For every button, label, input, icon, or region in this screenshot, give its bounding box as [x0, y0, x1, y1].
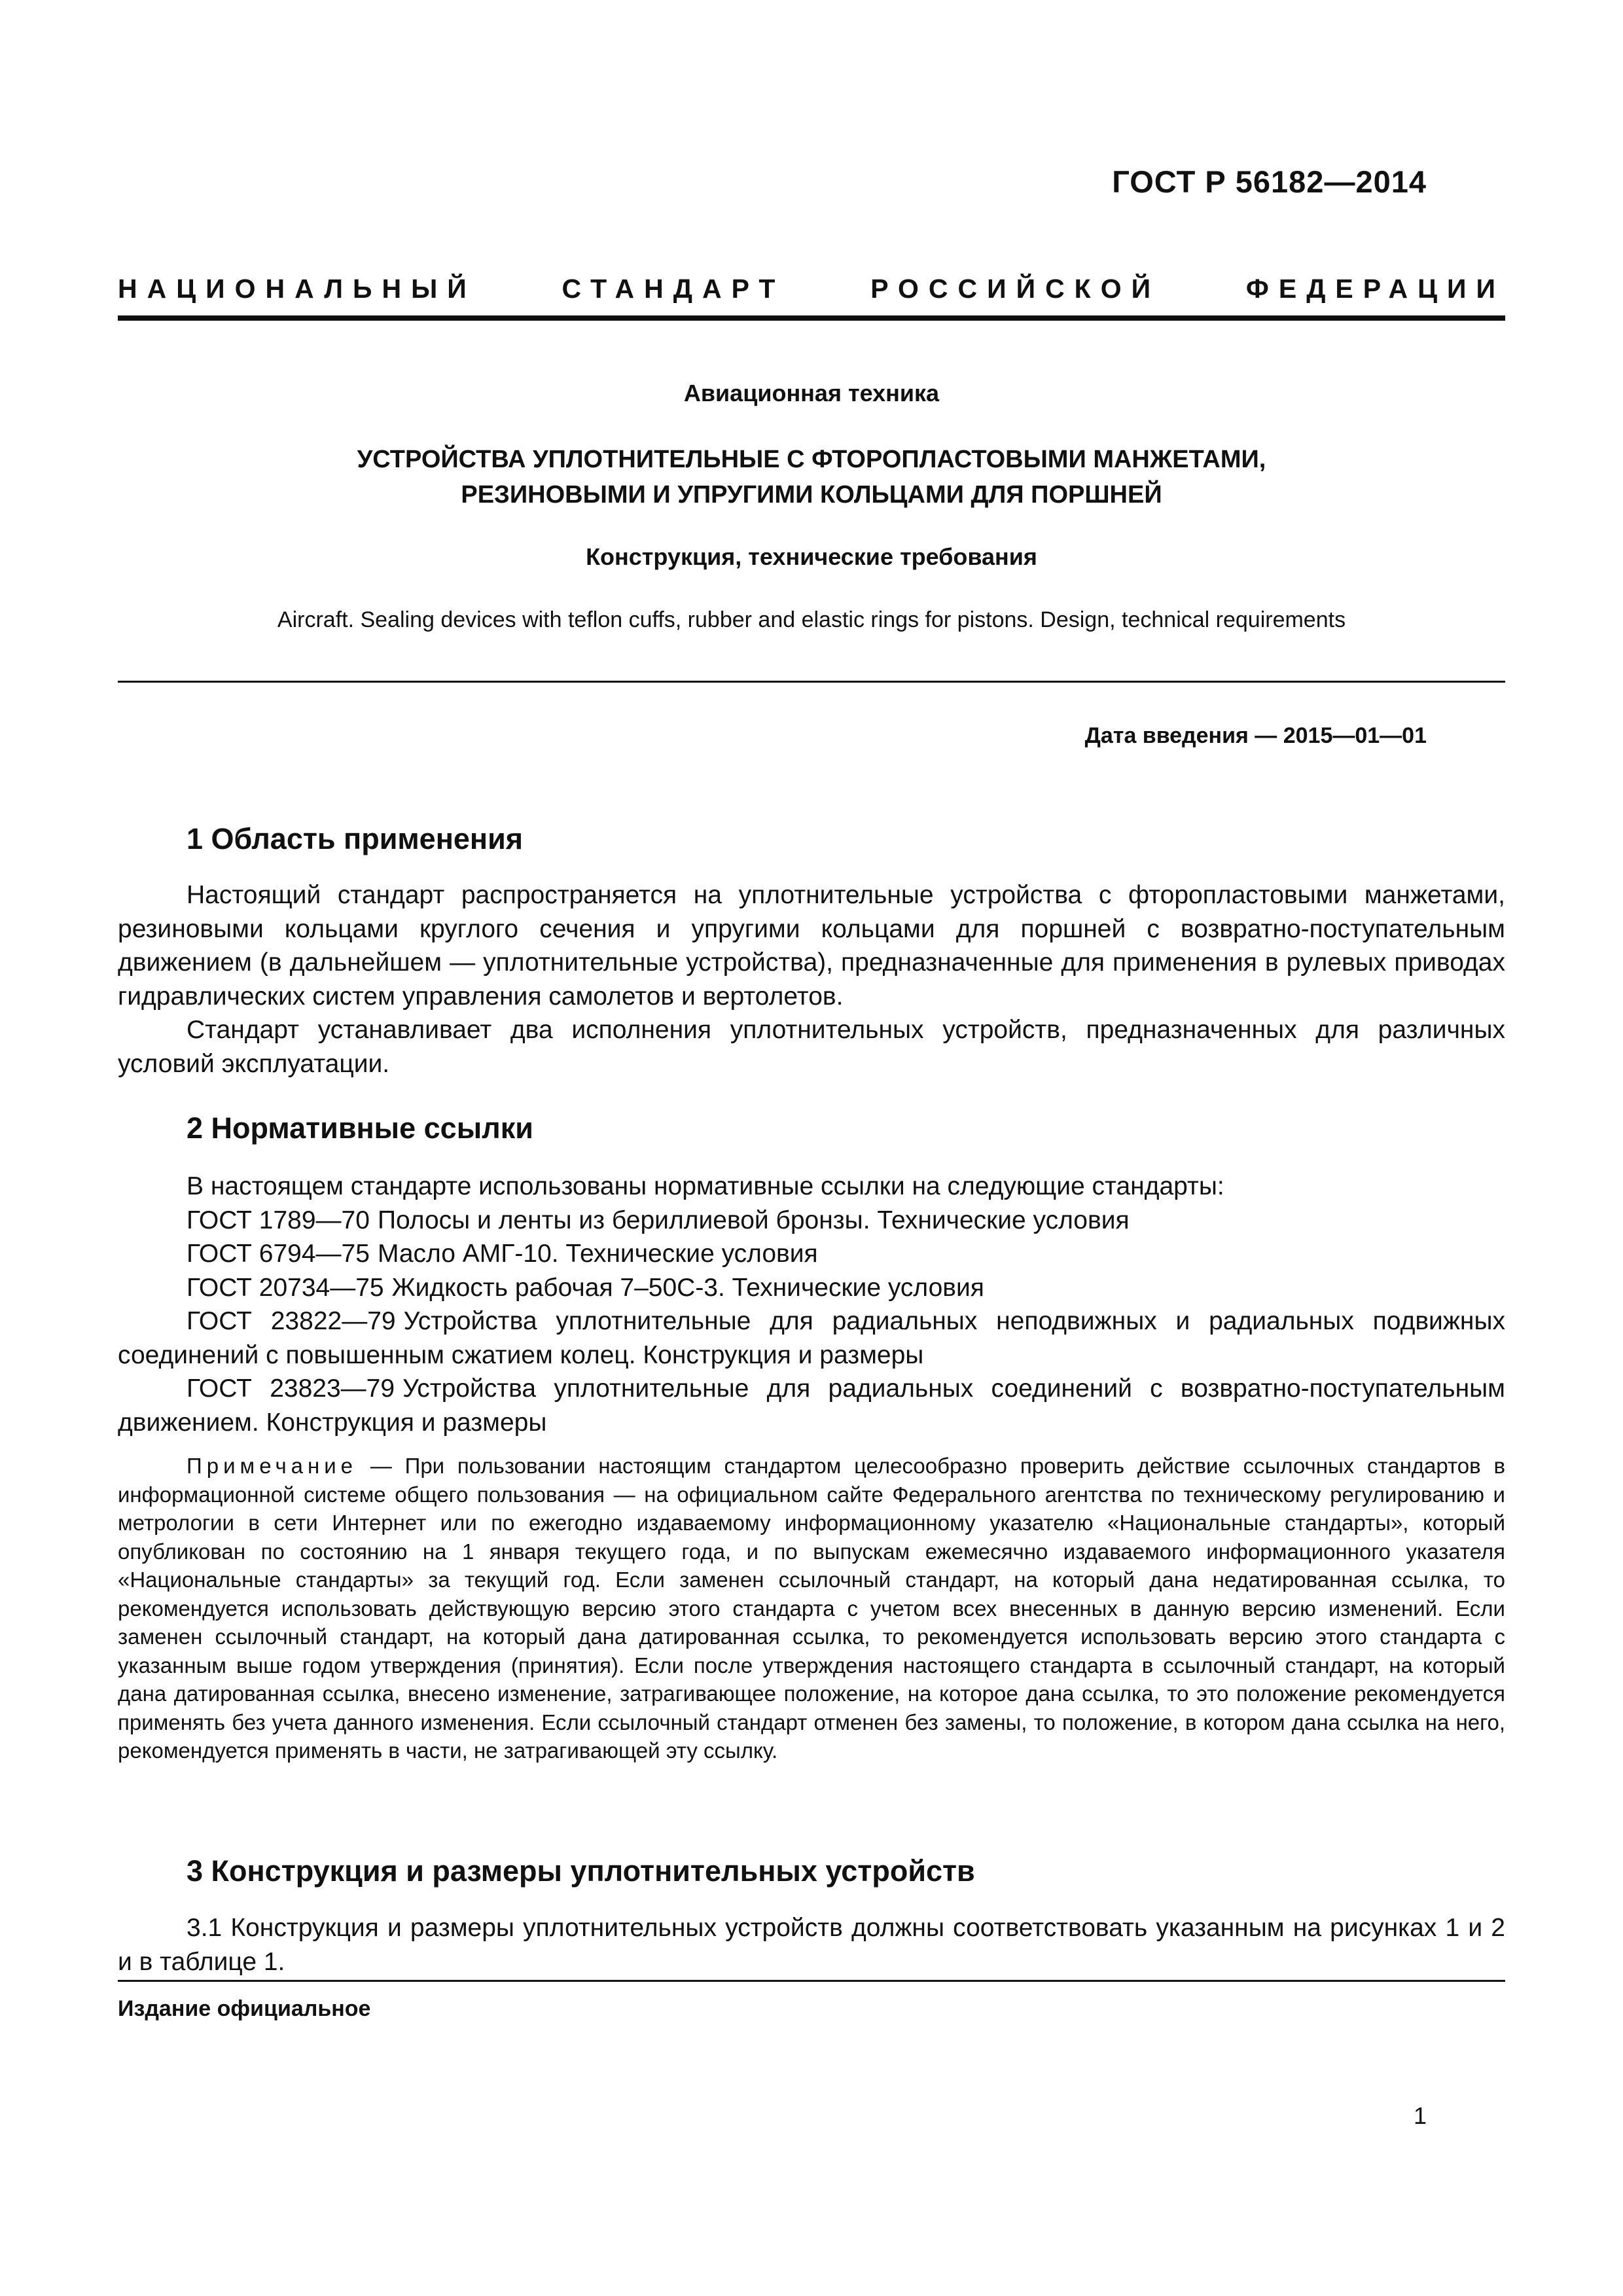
- introduction-date: Дата введения — 2015—01—01: [1084, 723, 1427, 748]
- title-divider: [118, 681, 1505, 683]
- national-standard-banner: НАЦИОНАЛЬНЫЙ СТАНДАРТ РОССИЙСКОЙ ФЕДЕРАЦИИ: [118, 274, 1505, 304]
- reference-text: Масло АМГ-10. Технические условия: [377, 1240, 818, 1268]
- section-3-heading: 3 Конструкция и размеры уплотнительных устройств: [187, 1854, 975, 1888]
- document-number: ГОСТ Р 56182—2014: [1112, 164, 1427, 199]
- document-title-line-1: УСТРОЙСТВА УПЛОТНИТЕЛЬНЫЕ С ФТОРОПЛАСТОВЫМИ МАНЖЕТАМИ,: [357, 446, 1266, 473]
- reference-item: [118, 1204, 1505, 1238]
- section-1-body: [118, 878, 1505, 1081]
- reference-code: ГОСТ 1789—70: [187, 1206, 370, 1234]
- reference-item: [118, 1271, 1505, 1305]
- reference-code: ГОСТ 20734—75: [187, 1273, 384, 1302]
- references-intro: В настоящем стандарте использованы нормативные ссылки на следующие стандарты:: [187, 1172, 1224, 1200]
- reference-code: ГОСТ 6794—75: [187, 1240, 370, 1268]
- english-title: Aircraft. Sealing devices with teflon cuffs, rubber and elastic rings for pistons. Design, technical requirements: [277, 607, 1346, 632]
- reference-item: [118, 1372, 1505, 1439]
- page-number: 1: [1413, 2102, 1427, 2129]
- references-list: [118, 1170, 1505, 1439]
- section-1-heading: 1 Область применения: [187, 822, 524, 855]
- reference-text: Полосы и ленты из бериллиевой бронзы. Технические условия: [377, 1206, 1130, 1234]
- note-block: [118, 1452, 1505, 1765]
- header-divider: [118, 315, 1505, 321]
- document-category: Авиационная техника: [683, 380, 940, 406]
- section-1-paragraph-1: Настоящий стандарт распространяется на уплотнительные устройства с фторопластовыми манжетами, резиновыми кольцами круглого сечения и упругими кольцами для поршней с возвратно-поступательным движением (в дальнейшем — уплотнительные устройства), предназначенные для применения в рулевых приводах гидравлических систем управления самолетов и вертолетов.: [118, 881, 1505, 1011]
- official-edition-label: Издание официальное: [118, 1996, 371, 2021]
- note-paragraph: [118, 1452, 1505, 1765]
- section-2-heading: 2 Нормативные ссылки: [187, 1111, 533, 1145]
- reference-text: Устройства уплотнительные для радиальных соединений с возвратно-поступательным движением. Конструкция и размеры: [118, 1374, 1505, 1437]
- reference-text: Жидкость рабочая 7–50С-3. Технические условия: [391, 1273, 984, 1302]
- reference-code: ГОСТ 23822—79: [187, 1307, 396, 1335]
- footer-divider: [118, 1980, 1505, 1982]
- section-3-body: [118, 1911, 1505, 1979]
- note-text: — При пользовании настоящим стандартом целесообразно проверить действие ссылочных стандартов в информационной системе общего пользования — на официальном сайте Федерального агентства по техническому регулированию и метрологии в сети Интернет или по ежегодно издаваемому информационному указателю «Национальные стандарты», который опубликован по состоянию на 1 января текущего года, и по выпускам ежемесячно издаваемого информационного указателя «Национальные стандарты» за текущий год. Если заменен ссылочный стандарт, на который дана недатированная ссылка, то рекомендуется использовать действующую версию этого стандарта с учетом всех внесенных в данную версию изменений. Если заменен ссылочный стандарт, на который дана датированная ссылка, то рекомендуется использовать версию этого стандарта с указанным выше годом утверждения (принятия). Если после утверждения настоящего стандарта в ссылочный стандарт, на который дана датированная ссылка, внесено изменение, затрагивающее положение, на которое дана ссылка, то это положение рекомендуется применять без учета данного изменения. Если ссылочный стандарт отменен без замены, то положение, в котором дана ссылка на него, рекомендуется применять в части, не затрагивающей эту ссылку.: [118, 1454, 1505, 1763]
- reference-code: ГОСТ 23823—79: [187, 1374, 395, 1403]
- reference-item: [118, 1237, 1505, 1271]
- section-3-paragraph-1: 3.1 Конструкция и размеры уплотнительных устройств должны соответствовать указанным на рисунках 1 и 2 и в таблице 1.: [118, 1914, 1505, 1976]
- section-1-paragraph-2: Стандарт устанавливает два исполнения уплотнительных устройств, предназначенных для различных условий эксплуатации.: [118, 1016, 1505, 1078]
- document-subtitle: Конструкция, технические требования: [586, 543, 1037, 570]
- reference-item: [118, 1304, 1505, 1372]
- note-prefix: Примечание: [187, 1454, 358, 1478]
- document-title: [118, 442, 1505, 512]
- reference-text: Устройства уплотнительные для радиальных неподвижных и радиальных подвижных соединений с повышенным сжатием колец. Конструкция и размеры: [118, 1307, 1505, 1369]
- document-title-line-2: РЕЗИНОВЫМИ И УПРУГИМИ КОЛЬЦАМИ ДЛЯ ПОРШНЕЙ: [461, 481, 1162, 509]
